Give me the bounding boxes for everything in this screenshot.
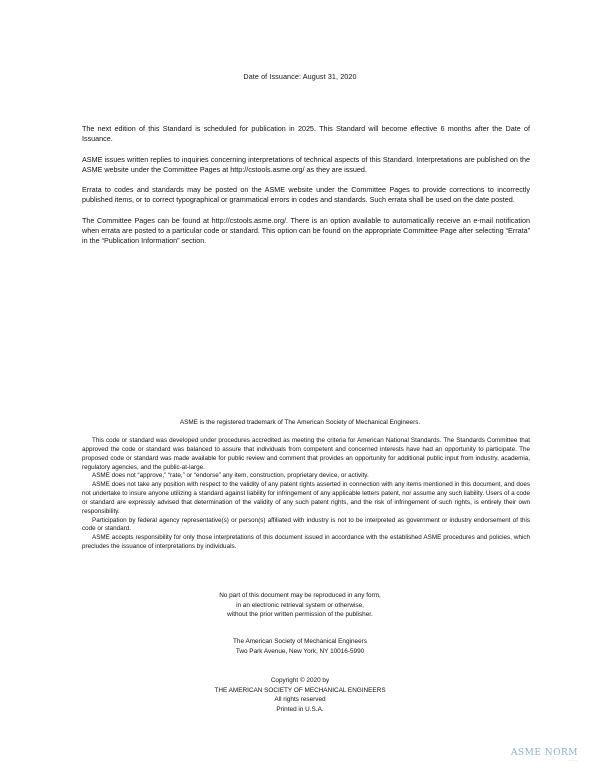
intro-paragraph: The next edition of this Standard is scheduled for publication in 2025. This Standard will become effective 6 months after the Date of Issuance. [82,124,530,144]
disclaimer-paragraph: This code or standard was developed under procedures accredited as meeting the criteria for American National Standards. The Standards Committee that approved the code or standard was balanced to assure that individuals from competent and concerned interests have had an opportunity to participate. The proposed code or standard was made available for public review and comment that provides an opportunity for additional public input from industry, academia, regulatory agencies, and the public-at-large. [82,437,530,471]
copyright-notice [0,676,600,714]
disclaimer-paragraph: ASME accepts responsibility for only those interpretations of this document issued in accordance with the established ASME procedures and policies, which precludes the issuance of interpretations by individuals. [82,534,530,551]
reproduction-line: in an electronic retrieval system or otherwise, [236,601,364,609]
intro-paragraph: ASME issues written replies to inquiries concerning interpretations of technical aspects of this Standard. Interpretations are published on the ASME website under the Committee Pages at http://cstools.asme.org/ as they are issued. [82,154,530,174]
reproduction-line: without the prior written permission of the publisher. [227,611,373,619]
disclaimer-block [82,437,530,552]
watermark-logo [511,749,578,762]
trademark-notice: ASME is the registered trademark of The American Society of Mechanical Engineers. [179,419,421,426]
publisher-line: The American Society of Mechanical Engineers [233,638,367,645]
copyright-line: THE AMERICAN SOCIETY OF MECHANICAL ENGINEERS [214,686,386,694]
watermark-text: ASME NORM [510,748,578,758]
copyright-line: All rights reserved [274,696,326,704]
disclaimer-paragraph: ASME does not “approve,” “rate,” or “endorse” any item, construction, proprietary device, or activity. [92,472,369,480]
publisher-line: Two Park Avenue, New York, NY 10016-5990 [235,647,365,655]
reproduction-line: No part of this document may be reproduced in any form, [219,592,381,599]
disclaimer-paragraph: Participation by federal agency representative(s) or person(s) affiliated with industry is not to be interpreted as government or industry endorsement of this code or standard. [82,516,530,533]
watermark-subtext: ——— [567,758,578,762]
intro-paragraph: The Committee Pages can be found at http://cstools.asme.org/. There is an option available to automatically receive an e-mail notification when errata are posted to a particular code or standard. This option can be found on the appropriate Committee Page after selecting “Errata” in the “Publication Information” section. [82,215,530,246]
edition-notes [82,124,530,257]
reproduction-notice [0,591,600,620]
copyright-line: Copyright © 2020 by [270,677,330,684]
copyright-line: Printed in U.S.A. [276,705,324,713]
disclaimer-paragraph: ASME does not take any position with respect to the validity of any patent rights asserted in connection with any items mentioned in this document, and does not undertake to insure anyone utilizing a standard against liability for infringement of any applicable letters patent, nor assume any such liability. Users of a code or standard are expressly advised that determination of the validity of any such patent rights, and the risk of infringement of such rights, is entirely their own responsibility. [82,481,530,515]
intro-paragraph: Errata to codes and standards may be posted on the ASME website under the Committee Pages to provide corrections to incorrectly published items, or to correct typographical or grammatical errors in codes and standards. Such errata shall be used on the date posted. [82,185,530,205]
publisher-address [0,637,600,656]
date-of-issuance: Date of Issuance: August 31, 2020 [243,72,357,81]
